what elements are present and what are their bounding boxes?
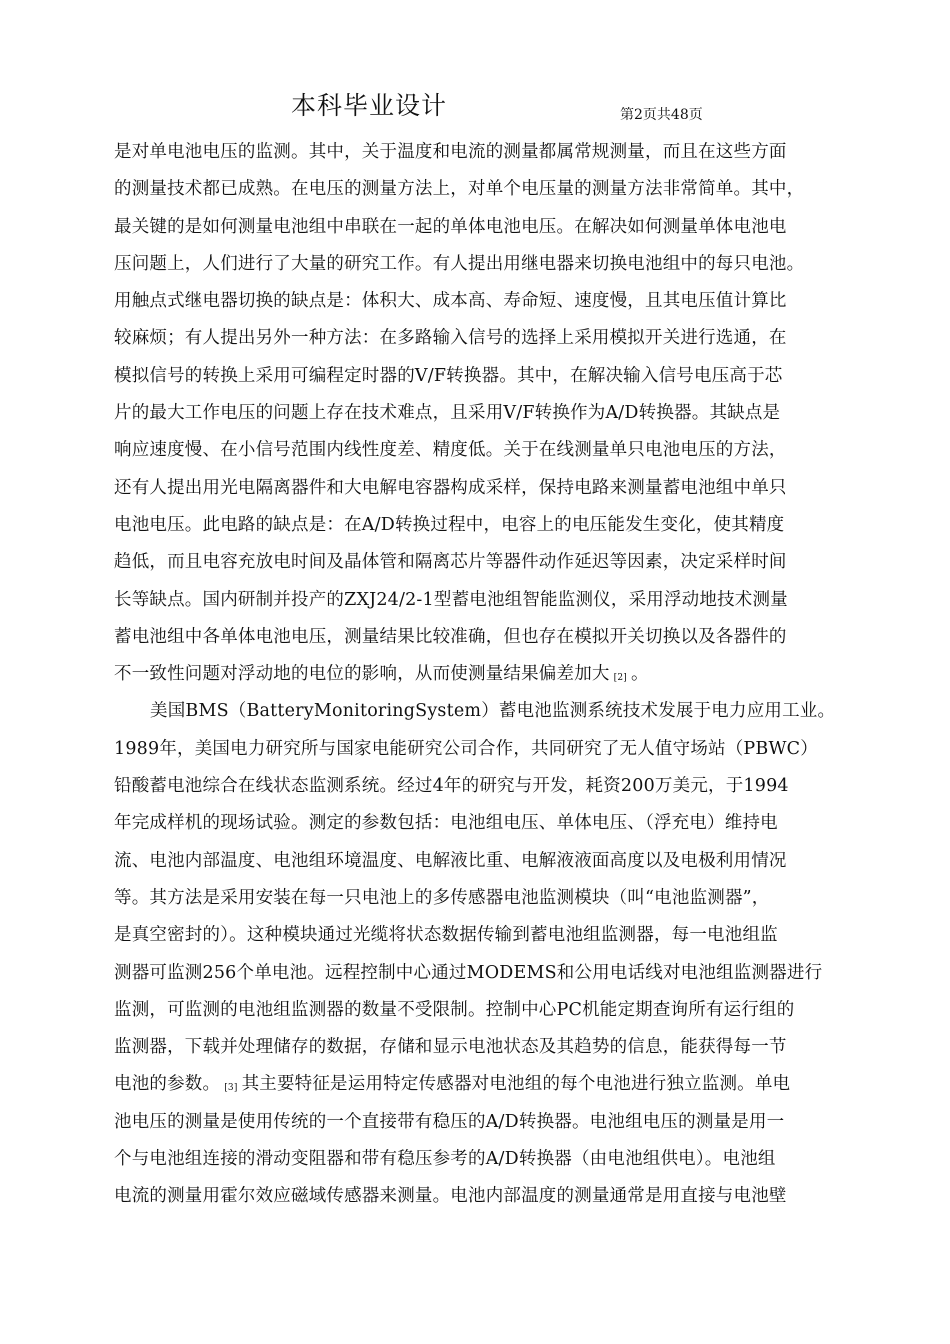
citation-ref[interactable]: [3] bbox=[224, 1083, 238, 1094]
text-line: 电流的测量用霍尔效应磁域传感器来测量。电池内部温度的测量通常是用直接与电池壁 bbox=[114, 1186, 787, 1207]
text-line: 还有人提出用光电隔离器件和大电解电容器构成采样，保持电路来测量蓄电池组中单只 bbox=[114, 477, 787, 498]
text-line: 美国BMS（BatteryMonitoringSystem）蓄电池监测系统技术发展于电力应用工业。 bbox=[150, 701, 836, 722]
text-line: 监测器，下载并处理储存的数据，存储和显示电池状态及其趋势的信息，能获得每一节 bbox=[114, 1037, 787, 1058]
page-number: 第2页共48页 bbox=[620, 107, 703, 123]
text-line: 压问题上，人们进行了大量的研究工作。有人提出用继电器来切换电池组中的每只电池。 bbox=[114, 253, 805, 274]
text-line: 电池电压。此电路的缺点是：在A/D转换过程中，电容上的电压能发生变化，使其精度 bbox=[114, 514, 785, 535]
text-span: 电池的参数。 bbox=[114, 1074, 221, 1095]
text-line: 个与电池组连接的滑动变阻器和带有稳压参考的A/D转换器（由电池组供电）。电池组 bbox=[114, 1149, 776, 1170]
text-line: 响应速度慢、在小信号范围内线性度差、精度低。关于在线测量单只电池电压的方法， bbox=[114, 440, 787, 461]
document-title: 本科毕业设计 bbox=[291, 91, 448, 120]
text-line: 铅酸蓄电池综合在线状态监测系统。经过4年的研究与开发，耗资200万美元，于1994 bbox=[114, 776, 789, 797]
text-line: 模拟信号的转换上采用可编程定时器的V/F转换器。其中，在解决输入信号电压高于芯 bbox=[114, 365, 783, 386]
page-header bbox=[0, 86, 950, 126]
text-line: 年完成样机的现场试验。测定的参数包括：电池组电压、单体电压、（浮充电）维持电 bbox=[114, 813, 778, 834]
text-line: 测器可监测256个单电池。远程控制中心通过MODEMS和公用电话线对电池组监测器进行 bbox=[114, 962, 823, 983]
text-span: 不一致性问题对浮动地的电位的影响，从而使测量结果偏差加大 bbox=[114, 664, 610, 685]
text-line: 等。其方法是采用安装在每一只电池上的多传感器电池监测模块（叫“电池监测器”， bbox=[114, 887, 770, 908]
text-line bbox=[114, 1066, 864, 1103]
text-line: 是真空密封的）。这种模块通过光缆将状态数据传输到蓄电池组监测器，每一电池组监 bbox=[114, 925, 778, 946]
document-body bbox=[114, 134, 864, 1216]
text-span: 其主要特征是运用特定传感器对电池组的每个电池进行独立监测。单电 bbox=[241, 1074, 791, 1095]
text-line: 用触点式继电器切换的缺点是：体积大、成本高、寿命短、速度慢，且其电压值计算比 bbox=[114, 291, 787, 312]
text-line bbox=[114, 656, 864, 693]
text-line: 池电压的测量是使用传统的一个直接带有稳压的A/D转换器。电池组电压的测量是用一 bbox=[114, 1111, 785, 1132]
text-line: 长等缺点。国内研制并投产的ZXJ24/2-1型蓄电池组智能监测仪，采用浮动地技术测量 bbox=[114, 589, 788, 610]
citation-ref[interactable]: [2] bbox=[613, 673, 627, 684]
text-line: 1989年，美国电力研究所与国家电能研究公司合作，共同研究了无人值守场站（PBWC） bbox=[114, 738, 818, 759]
text-line: 片的最大工作电压的问题上存在技术难点，且采用V/F转换作为A/D转换器。其缺点是 bbox=[114, 403, 781, 424]
text-line: 趋低，而且电容充放电时间及晶体管和隔离芯片等器件动作延迟等因素，决定采样时间 bbox=[114, 552, 787, 573]
text-line: 是对单电池电压的监测。其中，关于温度和电流的测量都属常规测量，而且在这些方面 bbox=[114, 142, 787, 162]
text-span: 。 bbox=[630, 664, 649, 685]
text-line: 流、电池内部温度、电池组环境温度、电解液比重、电解液液面高度以及电极利用情况 bbox=[114, 850, 787, 871]
text-line: 较麻烦；有人提出另外一种方法：在多路输入信号的选择上采用模拟开关进行选通，在 bbox=[114, 328, 787, 349]
text-line: 最关键的是如何测量电池组中串联在一起的单体电池电压。在解决如何测量单体电池电 bbox=[114, 216, 787, 237]
text-line: 蓄电池组中各单体电池电压，测量结果比较准确，但也存在模拟开关切换以及各器件的 bbox=[114, 626, 787, 647]
text-line: 的测量技术都已成熟。在电压的测量方法上，对单个电压量的测量方法非常简单。其中， bbox=[114, 179, 805, 200]
text-line: 监测，可监测的电池组监测器的数量不受限制。控制中心PC机能定期查询所有运行组的 bbox=[114, 999, 795, 1020]
